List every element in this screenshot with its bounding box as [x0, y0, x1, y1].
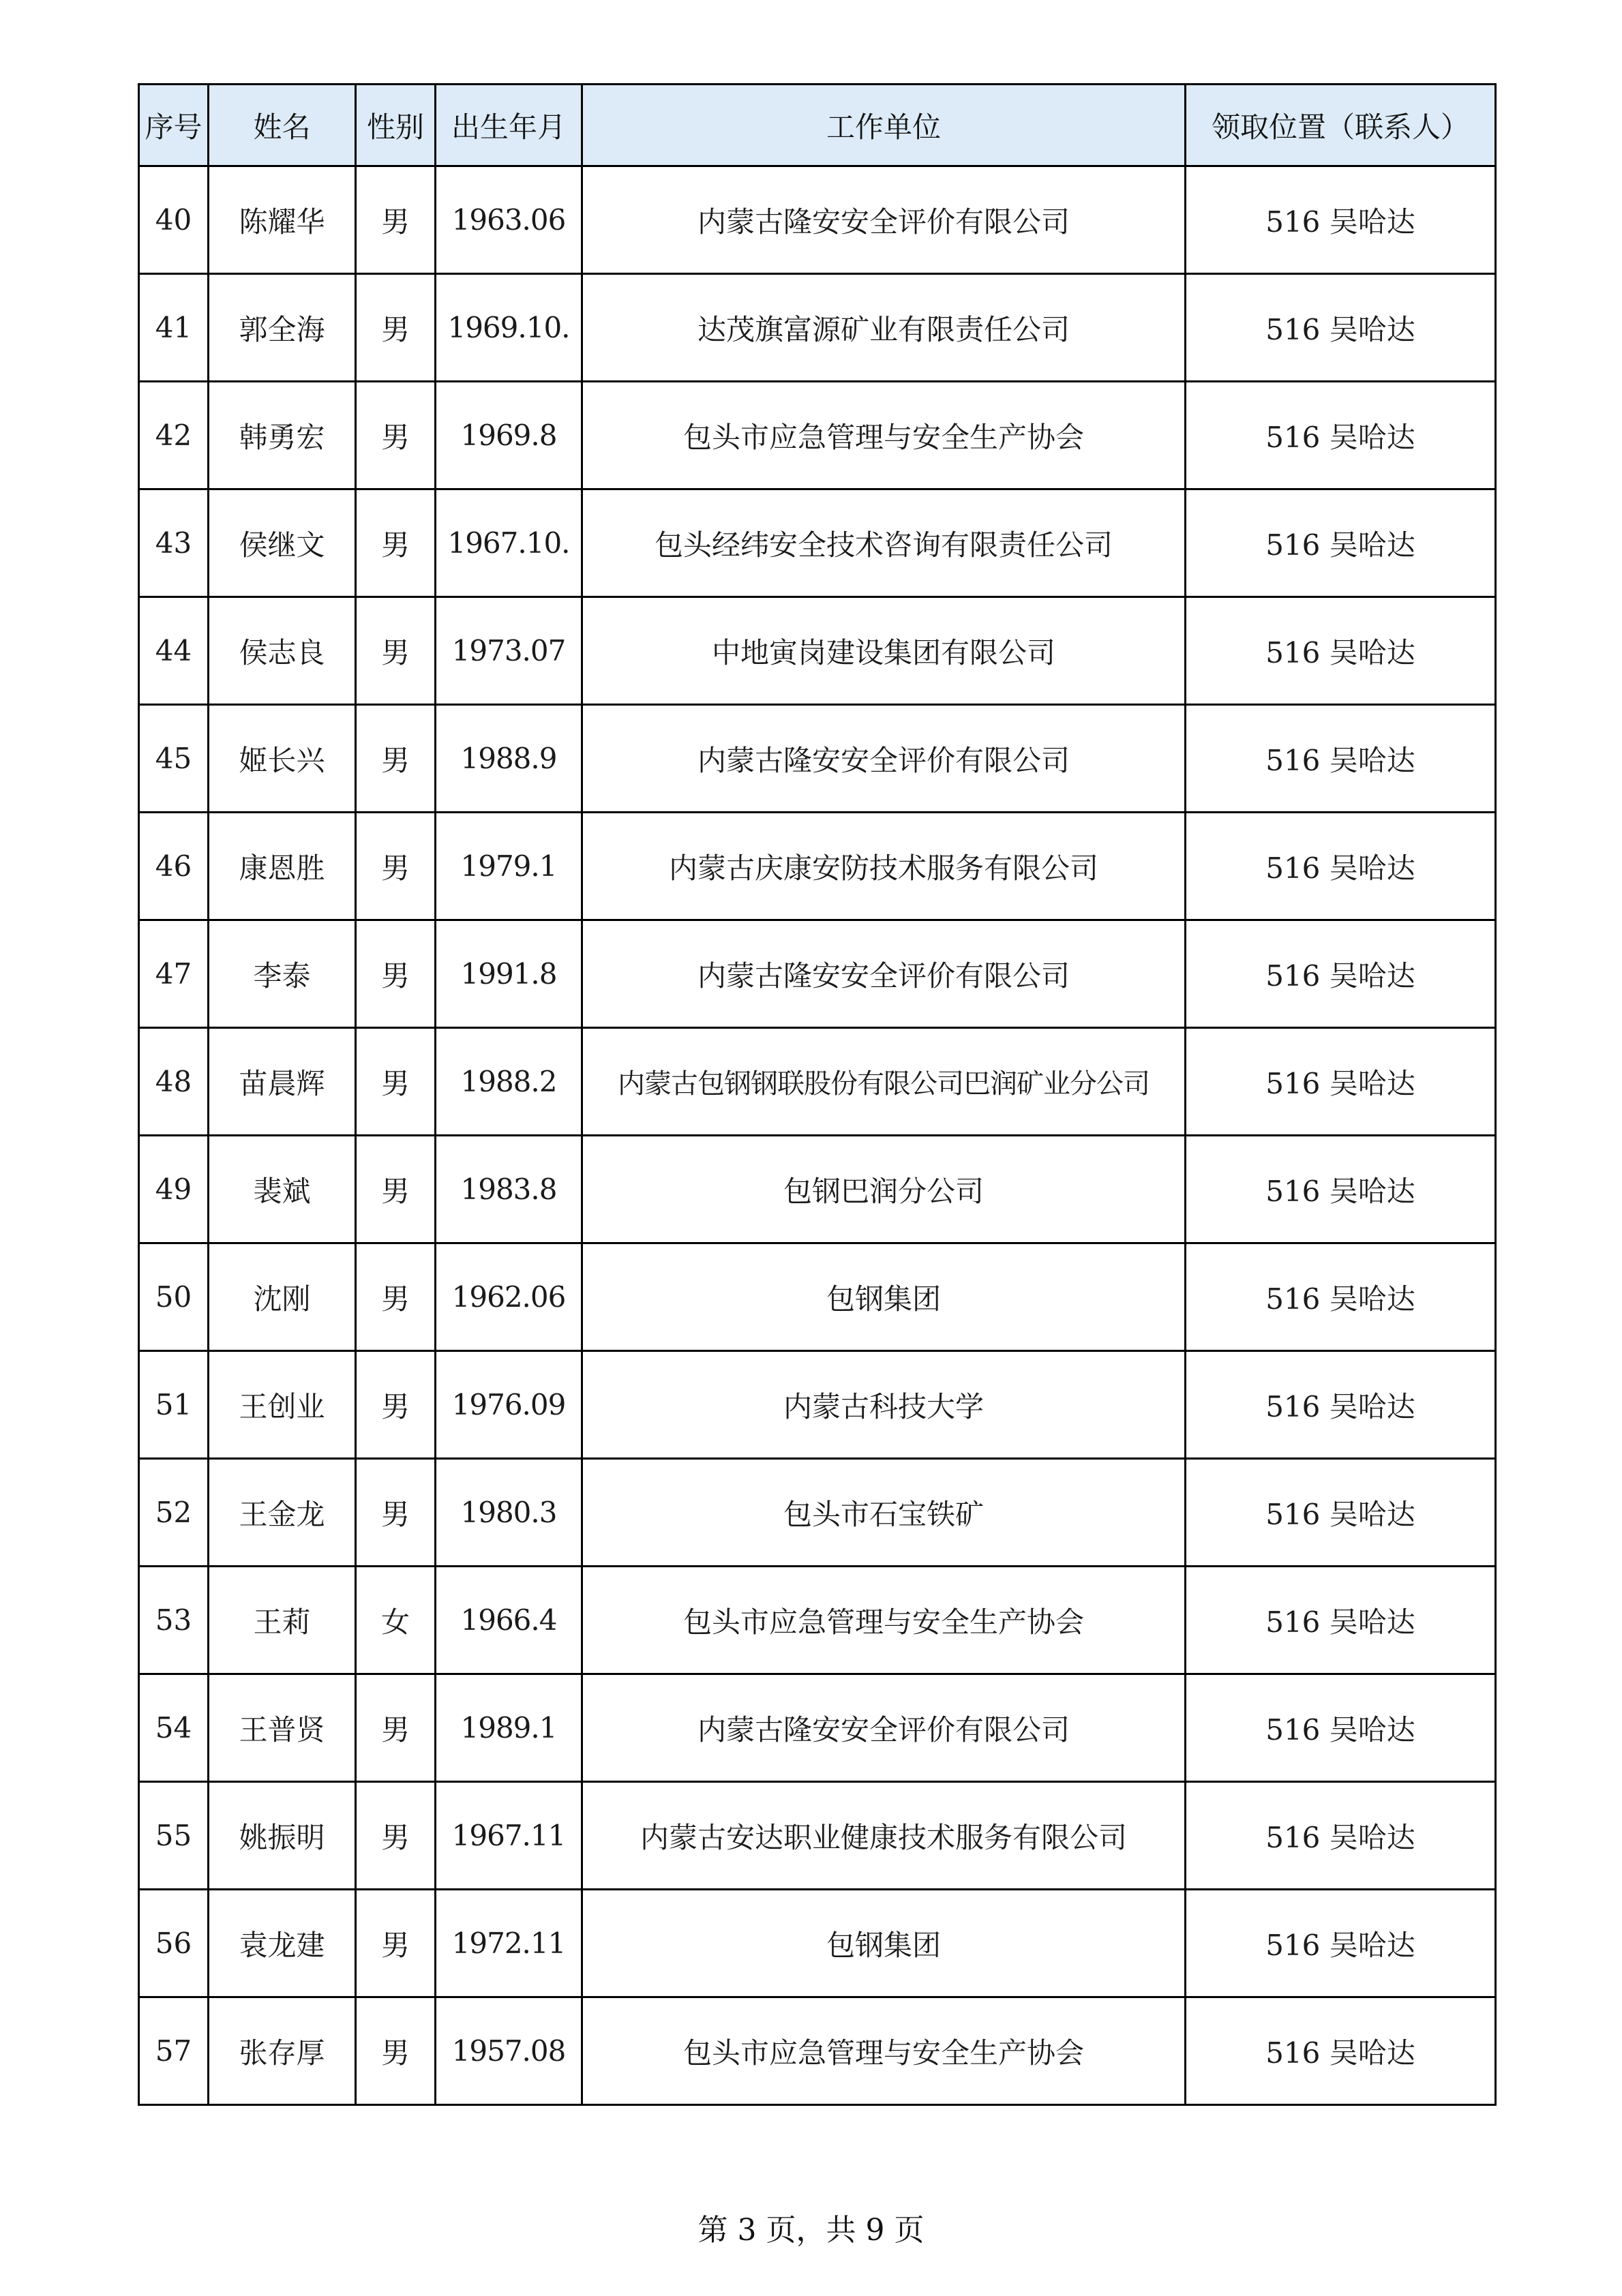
- header-unit: 工作单位: [582, 85, 1186, 166]
- cell-location: 516 吴哈达: [1186, 382, 1496, 489]
- cell-location: 516 吴哈达: [1186, 166, 1496, 274]
- cell-location: 516 吴哈达: [1186, 1136, 1496, 1243]
- cell-unit: 内蒙古隆安安全评价有限公司: [582, 166, 1186, 274]
- cell-unit: 包钢巴润分公司: [582, 1136, 1186, 1243]
- cell-name: 沈刚: [209, 1243, 356, 1351]
- cell-location: 516 吴哈达: [1186, 1567, 1496, 1674]
- header-seq: 序号: [139, 85, 209, 166]
- cell-location: 516 吴哈达: [1186, 813, 1496, 920]
- cell-seq: 42: [139, 382, 209, 489]
- cell-location: 516 吴哈达: [1186, 920, 1496, 1028]
- cell-gender: 男: [356, 1674, 436, 1782]
- cell-unit: 内蒙古隆安安全评价有限公司: [582, 1674, 1186, 1782]
- cell-unit: 包头市应急管理与安全生产协会: [582, 382, 1186, 489]
- cell-gender: 男: [356, 382, 436, 489]
- table-row: [139, 1674, 1496, 1782]
- cell-seq: 44: [139, 597, 209, 705]
- cell-unit: 内蒙古科技大学: [582, 1351, 1186, 1459]
- cell-seq: 49: [139, 1136, 209, 1243]
- cell-seq: 48: [139, 1028, 209, 1136]
- cell-seq: 57: [139, 1997, 209, 2105]
- cell-gender: 男: [356, 1997, 436, 2105]
- header-name: 姓名: [209, 85, 356, 166]
- cell-location: 516 吴哈达: [1186, 489, 1496, 597]
- cell-name: 苗晨辉: [209, 1028, 356, 1136]
- cell-name: 侯志良: [209, 597, 356, 705]
- cell-gender: 男: [356, 489, 436, 597]
- cell-name: 姚振明: [209, 1782, 356, 1890]
- cell-gender: 男: [356, 1890, 436, 1997]
- cell-birth: 1957.08: [436, 1997, 582, 2105]
- table-row: [139, 1997, 1496, 2105]
- cell-location: 516 吴哈达: [1186, 1890, 1496, 1997]
- cell-seq: 53: [139, 1567, 209, 1674]
- cell-seq: 51: [139, 1351, 209, 1459]
- cell-name: 侯继文: [209, 489, 356, 597]
- cell-gender: 女: [356, 1567, 436, 1674]
- cell-unit: 达茂旗富源矿业有限责任公司: [582, 274, 1186, 382]
- cell-location: 516 吴哈达: [1186, 1351, 1496, 1459]
- table-row: [139, 1351, 1496, 1459]
- table-body: [139, 166, 1496, 2105]
- cell-seq: 55: [139, 1782, 209, 1890]
- table-row: [139, 1782, 1496, 1890]
- cell-name: 张存厚: [209, 1997, 356, 2105]
- cell-unit: 内蒙古隆安安全评价有限公司: [582, 920, 1186, 1028]
- cell-name: 陈耀华: [209, 166, 356, 274]
- cell-name: 王普贤: [209, 1674, 356, 1782]
- table-row: [139, 166, 1496, 274]
- table-row: [139, 813, 1496, 920]
- cell-name: 袁龙建: [209, 1890, 356, 1997]
- cell-seq: 50: [139, 1243, 209, 1351]
- cell-gender: 男: [356, 1459, 436, 1567]
- cell-gender: 男: [356, 1782, 436, 1890]
- cell-birth: 1976.09: [436, 1351, 582, 1459]
- cell-seq: 56: [139, 1890, 209, 1997]
- cell-seq: 43: [139, 489, 209, 597]
- table-row: [139, 274, 1496, 382]
- cell-unit: 包钢集团: [582, 1890, 1186, 1997]
- cell-gender: 男: [356, 920, 436, 1028]
- cell-name: 王莉: [209, 1567, 356, 1674]
- table-row: [139, 1890, 1496, 1997]
- cell-seq: 40: [139, 166, 209, 274]
- cell-birth: 1989.1: [436, 1674, 582, 1782]
- cell-location: 516 吴哈达: [1186, 1782, 1496, 1890]
- cell-unit: 内蒙古庆康安防技术服务有限公司: [582, 813, 1186, 920]
- cell-birth: 1988.9: [436, 705, 582, 813]
- cell-birth: 1991.8: [436, 920, 582, 1028]
- table-header: [139, 85, 1496, 166]
- cell-name: 王金龙: [209, 1459, 356, 1567]
- cell-seq: 47: [139, 920, 209, 1028]
- header-birth: 出生年月: [436, 85, 582, 166]
- cell-unit: 包头市应急管理与安全生产协会: [582, 1567, 1186, 1674]
- cell-name: 李泰: [209, 920, 356, 1028]
- table-row: [139, 1243, 1496, 1351]
- cell-name: 王创业: [209, 1351, 356, 1459]
- cell-birth: 1980.3: [436, 1459, 582, 1567]
- cell-birth: 1979.1: [436, 813, 582, 920]
- cell-location: 516 吴哈达: [1186, 274, 1496, 382]
- cell-birth: 1983.8: [436, 1136, 582, 1243]
- cell-location: 516 吴哈达: [1186, 1459, 1496, 1567]
- cell-name: 姬长兴: [209, 705, 356, 813]
- table-row: [139, 1028, 1496, 1136]
- cell-location: 516 吴哈达: [1186, 1028, 1496, 1136]
- cell-gender: 男: [356, 1136, 436, 1243]
- cell-unit: 中地寅岗建设集团有限公司: [582, 597, 1186, 705]
- cell-seq: 54: [139, 1674, 209, 1782]
- table-row: [139, 597, 1496, 705]
- cell-unit: 包头市石宝铁矿: [582, 1459, 1186, 1567]
- page-number: 第 3 页，共 9 页: [697, 2213, 925, 2248]
- cell-gender: 男: [356, 274, 436, 382]
- cell-birth: 1963.06: [436, 166, 582, 274]
- cell-gender: 男: [356, 813, 436, 920]
- cell-unit: 内蒙古包钢钢联股份有限公司巴润矿业分公司: [582, 1028, 1186, 1136]
- roster-table: [138, 83, 1497, 2106]
- header-row: [139, 85, 1496, 166]
- cell-birth: 1973.07: [436, 597, 582, 705]
- cell-gender: 男: [356, 1243, 436, 1351]
- table-row: [139, 705, 1496, 813]
- cell-unit: 内蒙古隆安安全评价有限公司: [582, 705, 1186, 813]
- header-gender: 性别: [356, 85, 436, 166]
- cell-seq: 41: [139, 274, 209, 382]
- cell-name: 韩勇宏: [209, 382, 356, 489]
- cell-gender: 男: [356, 166, 436, 274]
- cell-unit: 包头经纬安全技术咨询有限责任公司: [582, 489, 1186, 597]
- cell-name: 裴斌: [209, 1136, 356, 1243]
- cell-gender: 男: [356, 1351, 436, 1459]
- cell-name: 康恩胜: [209, 813, 356, 920]
- cell-birth: 1969.8: [436, 382, 582, 489]
- cell-location: 516 吴哈达: [1186, 1997, 1496, 2105]
- table-row: [139, 1459, 1496, 1567]
- cell-name: 郭全海: [209, 274, 356, 382]
- header-location: 领取位置（联系人）: [1186, 85, 1496, 166]
- cell-gender: 男: [356, 705, 436, 813]
- cell-birth: 1972.11: [436, 1890, 582, 1997]
- table-row: [139, 920, 1496, 1028]
- cell-gender: 男: [356, 597, 436, 705]
- cell-seq: 46: [139, 813, 209, 920]
- table-row: [139, 1567, 1496, 1674]
- cell-birth: 1962.06: [436, 1243, 582, 1351]
- cell-location: 516 吴哈达: [1186, 1243, 1496, 1351]
- cell-location: 516 吴哈达: [1186, 705, 1496, 813]
- cell-birth: 1966.4: [436, 1567, 582, 1674]
- table-row: [139, 382, 1496, 489]
- cell-seq: 45: [139, 705, 209, 813]
- cell-seq: 52: [139, 1459, 209, 1567]
- cell-unit: 包钢集团: [582, 1243, 1186, 1351]
- cell-gender: 男: [356, 1028, 436, 1136]
- cell-birth: 1967.11: [436, 1782, 582, 1890]
- cell-location: 516 吴哈达: [1186, 597, 1496, 705]
- table-row: [139, 489, 1496, 597]
- cell-birth: 1988.2: [436, 1028, 582, 1136]
- table-row: [139, 1136, 1496, 1243]
- cell-birth: 1967.10.: [436, 489, 582, 597]
- cell-birth: 1969.10.: [436, 274, 582, 382]
- cell-unit: 包头市应急管理与安全生产协会: [582, 1997, 1186, 2105]
- cell-location: 516 吴哈达: [1186, 1674, 1496, 1782]
- cell-unit: 内蒙古安达职业健康技术服务有限公司: [582, 1782, 1186, 1890]
